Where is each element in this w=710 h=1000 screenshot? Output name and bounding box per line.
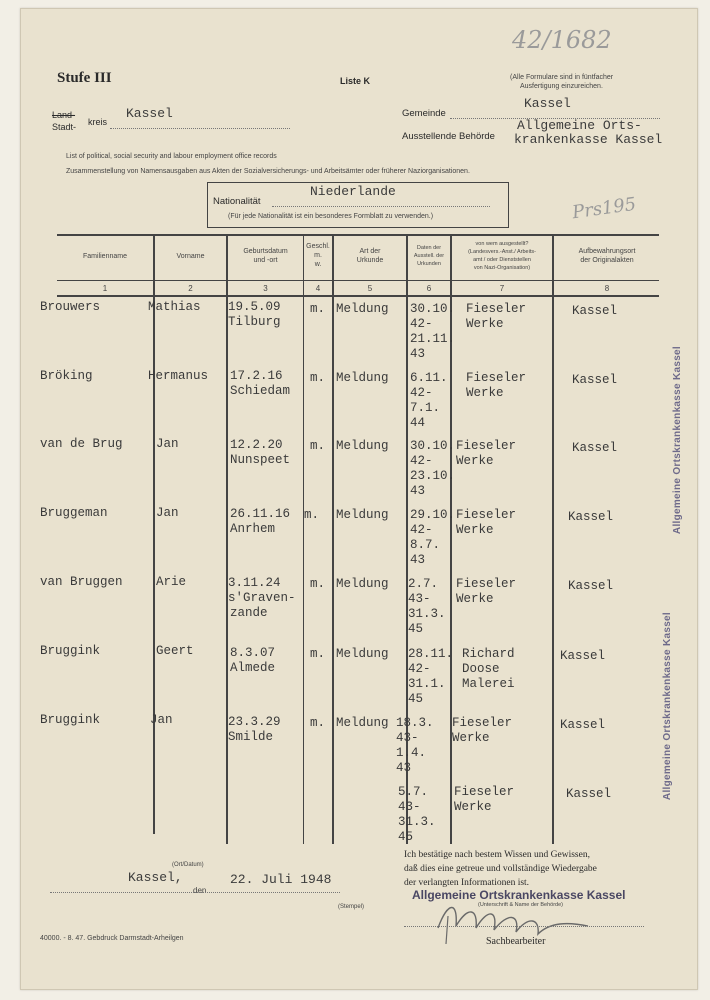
nationality-value: Niederlande	[310, 184, 396, 199]
col-divider-3	[303, 234, 304, 844]
signature-label: (Unterschrift & Name der Behörde)	[478, 902, 563, 908]
certify-line-3: der verlangten Informationen ist.	[404, 878, 530, 888]
col-num-8: 8	[604, 284, 610, 293]
date-value: 22. Juli 1948	[230, 872, 332, 887]
art-urkunde: Meldung	[336, 439, 389, 453]
geschlecht: m.	[310, 302, 326, 316]
aufbewahrungsort: Kassel	[560, 718, 606, 732]
vorname: Mathias	[148, 300, 201, 314]
geburt-ort: Anrhem	[230, 522, 276, 536]
aufbewahrungsort: Kassel	[566, 787, 612, 801]
art-urkunde: Meldung	[336, 647, 389, 661]
aussteller: Fieseler Werke	[456, 439, 517, 468]
aussteller: Fieseler Werke	[454, 785, 515, 814]
geburt-datum: 23.3.29	[228, 715, 281, 729]
daten: 28.11. 42- 31.1. 45	[408, 647, 454, 706]
stempel-label: (Stempel)	[338, 904, 365, 910]
col-divider-4	[332, 234, 334, 844]
daten: 2.7. 43- 31.3. 45	[408, 577, 446, 636]
aufbewahrungsort: Kassel	[568, 510, 614, 524]
col-header-5: Art der Urkunde	[356, 248, 384, 264]
stufe-title: Stufe III	[57, 70, 112, 86]
aufbewahrungsort: Kassel	[568, 579, 614, 593]
familienname: Bröking	[40, 369, 93, 383]
table-top-rule	[57, 234, 659, 236]
vorname: Jan	[156, 437, 179, 451]
aussteller: Fieseler Werke	[466, 371, 527, 400]
art-urkunde: Meldung	[336, 716, 389, 730]
geschlecht: m.	[310, 439, 326, 453]
place-date-label: (Ort/Datum)	[172, 862, 204, 868]
vorname: Jan	[150, 713, 173, 727]
archive-number: 42/1682	[512, 26, 612, 54]
geburt-ort-2: zande	[230, 606, 268, 620]
geschlecht: m.	[310, 647, 326, 661]
nationality-note: (Für jede Nationalität ist ein besonderes Formblatt zu verwenden.)	[228, 213, 434, 220]
print-line: 40000. - 8. 47. Gebdruck Darmstadt-Arheilgen	[40, 935, 184, 942]
behoerde-value-2: krankenkasse Kassel	[514, 132, 663, 147]
behoerde-label: Ausstellende Behörde	[402, 131, 495, 142]
vorname: Hermanus	[148, 369, 209, 383]
col-num-3: 3	[263, 284, 268, 293]
familienname: van de Brug	[40, 437, 123, 451]
aussteller: Fieseler Werke	[456, 508, 517, 537]
den-label: den	[193, 886, 207, 895]
sachbearbeiter-label: Sachbearbeiter	[486, 936, 546, 947]
familienname: Bruggink	[40, 713, 101, 727]
kreis-value: Kassel	[126, 106, 173, 121]
geburt-datum: 12.2.20	[230, 438, 283, 452]
col-header-3: Geburtsdatum und -ort	[243, 248, 288, 264]
side-stamp-2: Allgemeine Ortskrankenkasse Kassel	[662, 612, 673, 801]
daten: 6.11. 42- 7.1. 44	[410, 371, 448, 430]
col-num-5: 5	[367, 284, 373, 293]
geschlecht: m.	[310, 716, 326, 730]
nationality-dotline	[272, 206, 490, 207]
geburt-datum: 8.3.07	[230, 646, 276, 660]
signature-stamp: Allgemeine Ortskrankenkasse Kassel	[412, 888, 626, 902]
aufbewahrungsort: Kassel	[572, 304, 618, 318]
certify-line-2: daß dies eine getreue und vollständige Wiedergabe	[404, 864, 597, 874]
geburt-ort: Tilburg	[228, 315, 281, 329]
liste-title: Liste K	[340, 76, 371, 86]
gemeinde-value: Kassel	[524, 96, 571, 111]
kreis-dotline	[110, 128, 290, 129]
aussteller: Fieseler Werke	[456, 577, 517, 606]
gemeinde-label: Gemeinde	[402, 108, 446, 119]
geburt-ort: s'Graven-	[228, 591, 296, 605]
geburt-datum: 19.5.09	[228, 300, 281, 314]
col-header-1: Familienname	[83, 253, 127, 260]
geburt-ort: Schiedam	[230, 384, 291, 398]
daten: 18.3. 43- 1.4. 43	[396, 716, 434, 775]
art-urkunde: Meldung	[336, 302, 389, 316]
geburt-datum: 26.11.16	[230, 507, 291, 521]
daten: 5.7. 43- 31.3. 45	[398, 785, 436, 844]
german-line: Zusammenstellung von Namensausgaben aus Akten der Sozialversicherungs- und Arbeitsämter oder früherer Naziorganisationen.	[66, 168, 470, 175]
forms-note-2: Ausfertigung einzureichen.	[520, 83, 603, 90]
art-urkunde: Meldung	[336, 508, 389, 522]
land-label: Land-	[52, 110, 76, 120]
aussteller: Fieseler Werke	[466, 302, 527, 331]
nationality-label: Nationalität	[213, 196, 261, 207]
geschlecht: m.	[304, 508, 320, 522]
art-urkunde: Meldung	[336, 577, 389, 591]
col-divider-1	[153, 234, 155, 834]
col-num-4: 4	[315, 284, 321, 293]
vorname: Geert	[156, 644, 194, 658]
daten: 30.10. 42- 21.11. 43	[410, 302, 456, 361]
familienname: van Bruggen	[40, 575, 123, 589]
date-dotline	[50, 892, 340, 893]
col-header-6: Daten der Ausstell. der Urkunden	[413, 245, 445, 267]
geburt-datum: 17.2.16	[230, 369, 283, 383]
certify-line-1: Ich bestätige nach bestem Wissen und Gewissen,	[404, 850, 590, 860]
col-header-8: Aufbewahrungsort der Originalakten	[578, 248, 636, 264]
aussteller: Fieseler Werke	[452, 716, 513, 745]
signature-dotline	[404, 926, 644, 927]
geburt-ort: Almede	[230, 661, 276, 675]
geschlecht: m.	[310, 577, 326, 591]
familienname: Brouwers	[40, 300, 101, 314]
vorname: Arie	[156, 575, 187, 589]
col-num-6: 6	[426, 284, 432, 293]
forms-note-1: (Alle Formulare sind in füntfacher	[510, 74, 614, 81]
kreis-label: kreis	[88, 117, 108, 127]
table-num-rule	[57, 280, 659, 281]
aussteller: Richard Doose Malerei	[462, 647, 515, 691]
familienname: Bruggeman	[40, 506, 108, 520]
art-urkunde: Meldung	[336, 371, 389, 385]
col-divider-7	[552, 234, 554, 844]
place-value: Kassel,	[128, 870, 183, 885]
english-line: List of political, social security and labour employment office records	[66, 153, 277, 160]
col-header-2: Vorname	[176, 253, 205, 260]
vorname: Jan	[156, 506, 179, 520]
table-body-rule	[57, 295, 659, 297]
daten: 29.10. 42- 8.7. 43	[410, 508, 456, 567]
col-num-2: 2	[188, 284, 193, 293]
aufbewahrungsort: Kassel	[560, 649, 606, 663]
col-num-7: 7	[499, 284, 505, 293]
aufbewahrungsort: Kassel	[572, 373, 618, 387]
side-stamp-1: Allgemeine Ortskrankenkasse Kassel	[672, 346, 683, 535]
geschlecht: m.	[310, 371, 326, 385]
col-header-4: Geschl. m. w.	[306, 243, 330, 268]
geburt-ort: Nunspeet	[230, 453, 291, 467]
aufbewahrungsort: Kassel	[572, 441, 618, 455]
pencil-note: Prs195	[570, 193, 638, 224]
stadt-label: Stadt-	[52, 122, 77, 132]
geburt-datum: 3.11.24	[228, 576, 281, 590]
behoerde-value-1: Allgemeine Orts-	[517, 118, 642, 133]
daten: 30.10. 42- 23.10. 43	[410, 439, 456, 498]
geburt-ort: Smilde	[228, 730, 274, 744]
col-num-1: 1	[102, 284, 108, 293]
familienname: Bruggink	[40, 644, 101, 658]
col-header-7: von wem ausgestellt? (Landesvers.-Anst./ Arbeits- amt / oder Dienststellen von Nazi-Organisation)	[468, 241, 536, 271]
